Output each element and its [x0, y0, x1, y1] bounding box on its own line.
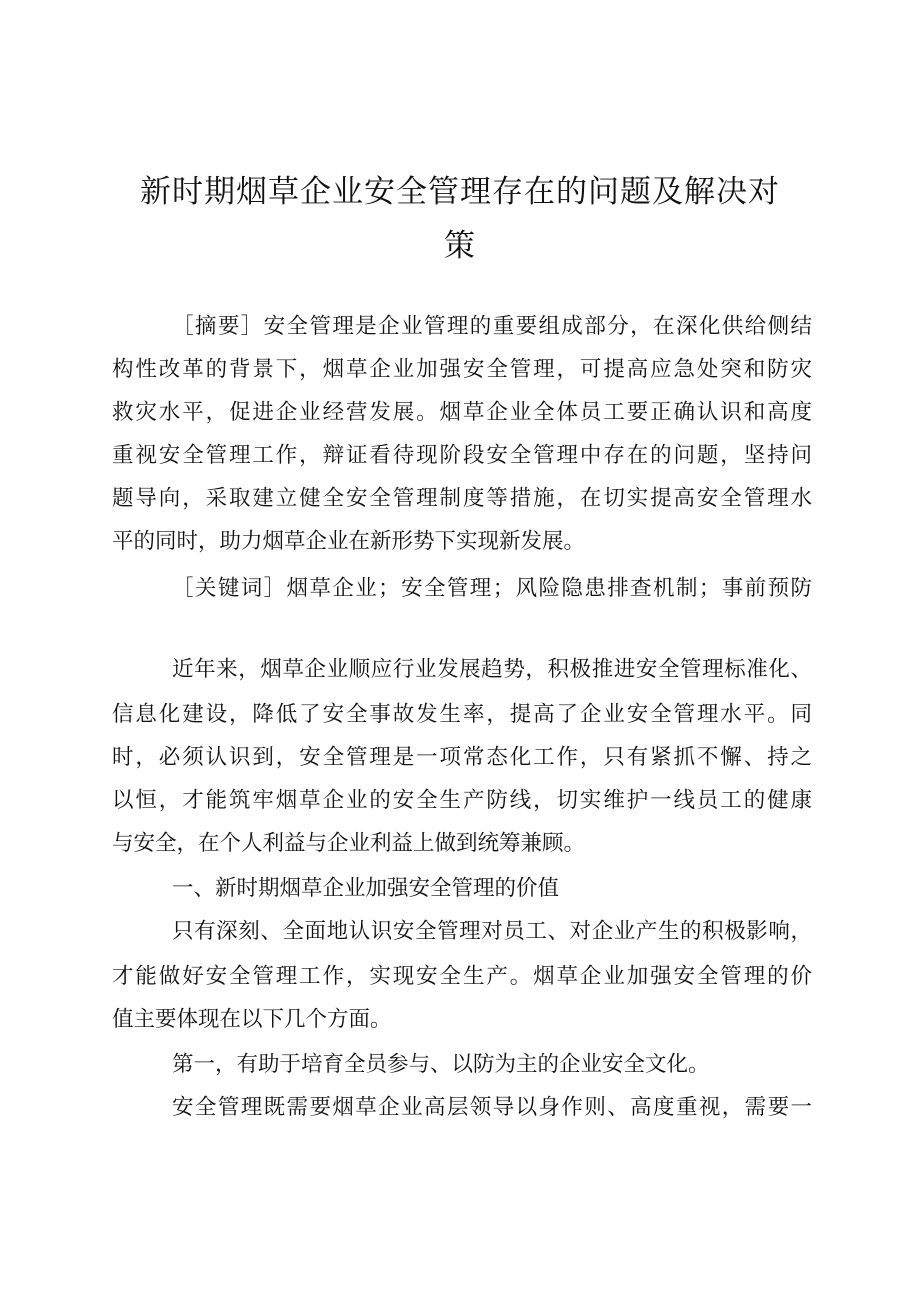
point-heading-line: 第一，有助于培育全员参与、以防为主的企业安全文化。 [172, 1052, 710, 1077]
abstract-line: 平的同时，助力烟草企业在新形势下实现新发展。 [112, 529, 586, 554]
section-heading: 一、新时期烟草企业加强安全管理的价值 [172, 876, 560, 901]
section-body-line: 值主要体现在以下几个方面。 [112, 1007, 392, 1032]
keywords-line: ［关键词］烟草企业；安全管理；风险隐患排查机制；事前预防 [172, 576, 812, 601]
intro-line: 与安全，在个人利益与企业利益上做到统筹兼顾。 [112, 831, 586, 856]
intro-line: 近年来，烟草企业顺应行业发展趋势，积极推进安全管理标准化、 [172, 657, 812, 682]
abstract-line: 构性改革的背景下，烟草企业加强安全管理，可提高应急处突和防灾 [112, 357, 812, 382]
section-body-line: 只有深刻、全面地认识安全管理对员工、对企业产生的积极影响， [172, 919, 812, 944]
intro-line: 以恒，才能筑牢烟草企业的安全生产防线，切实维护一线员工的健康 [112, 788, 812, 813]
intro-line: 信息化建设，降低了安全事故发生率，提高了企业安全管理水平。同 [112, 702, 812, 727]
document-title: 新时期烟草企业安全管理存在的问题及解决对 [140, 174, 780, 210]
abstract-line: 题导向，采取建立健全安全管理制度等措施，在切实提高安全管理水 [112, 486, 812, 511]
abstract-line: ［摘要］安全管理是企业管理的重要组成部分，在深化供给侧结 [172, 314, 812, 339]
abstract-line: 救灾水平，促进企业经营发展。烟草企业全体员工要正确认识和高度 [112, 400, 812, 425]
abstract-line: 重视安全管理工作，辩证看待现阶段安全管理中存在的问题，坚持问 [112, 443, 812, 468]
document-title-continued: 策 [444, 228, 476, 264]
section-body-line: 才能做好安全管理工作，实现安全生产。烟草企业加强安全管理的价 [112, 964, 812, 989]
intro-line: 时，必须认识到，安全管理是一项常态化工作，只有紧抓不懈、持之 [112, 745, 812, 770]
point-body-line: 安全管理既需要烟草企业高层领导以身作则、高度重视，需要一 [172, 1095, 812, 1120]
